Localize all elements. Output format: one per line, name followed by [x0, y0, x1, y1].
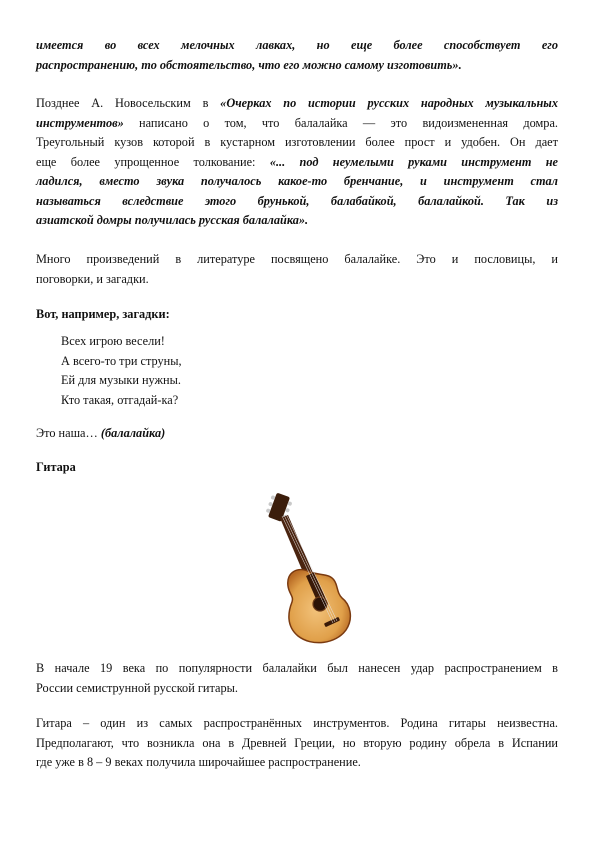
poem-line: Ей для музыки нужны. [61, 373, 181, 387]
poem-line: А всего-то три струны, [61, 353, 182, 368]
text-fragment: еще более упрощенное толкование: [36, 154, 270, 169]
text-fragment: Позднее А. Новосельским в [36, 96, 221, 110]
text-line: Много произведений в литературе посвящено балалайке. Это и пословицы, и [36, 252, 558, 266]
text-line: имеется во всех мелочных лавках, но еще более способствует его [36, 38, 558, 52]
section-heading-guitar: Гитара [36, 460, 76, 474]
text-fragment: написано о том, что балалайка — это видоизмененная домра. [123, 115, 558, 130]
text-line [36, 114, 558, 134]
poem-line: Кто такая, отгадай-ка? [61, 392, 179, 407]
riddle-answer [36, 424, 558, 444]
book-title-fragment: «Очерках по истории русских народных музыкальных [220, 96, 558, 110]
paragraph-guitar-spread [36, 659, 558, 698]
paragraph-literature [36, 250, 558, 289]
text-line: поговорки, и загадки. [36, 271, 149, 286]
text-line: Предполагают, что возникла она в Древней Греции, но вторую родину обрела в Испании [36, 735, 558, 750]
paragraph-intro-continuation [36, 36, 558, 75]
paragraph-guitar-history [36, 714, 558, 773]
quote-line: ладился, вместо звука получалось какое-то бренчание, и инструмент стал [36, 174, 558, 188]
text-line: Гитара – один из самых распространённых инструментов. Родина гитары неизвестна. [36, 716, 558, 730]
quote-line: называться вследствие этого брунькой, балабайкой, балалайкой. Так из [36, 193, 558, 208]
text-line: В начале 19 века по популярности балалайки был нанесен удар распространением в [36, 661, 558, 675]
paragraph-novoselsky [36, 94, 558, 231]
riddle-poem [61, 332, 182, 410]
poem-line: Всех игрою весели! [61, 334, 165, 348]
text-line: распространению, то обстоятельство, что его можно самому изготовить». [36, 57, 462, 72]
book-title-fragment: инструментов» [36, 115, 124, 130]
text-line: Треугольный кузов которой в кустарном изготовлении более прост и удобен. Он дает [36, 135, 558, 149]
answer-prefix: Это наша… [36, 426, 101, 440]
text-line: где уже в 8 – 9 веках получила широчайшее распространение. [36, 755, 361, 769]
text-line [36, 94, 558, 114]
answer-word: (балалайка) [100, 426, 166, 440]
guitar-image [258, 492, 360, 647]
quote-line: азиатской домры получилась русская балалайка». [36, 213, 309, 227]
quote-fragment: «... под неумелыми руками инструмент не [269, 154, 558, 169]
text-line [36, 153, 558, 173]
text-line: России семиструнной русской гитары. [36, 680, 238, 695]
riddle-intro: Вот, например, загадки: [36, 307, 170, 321]
